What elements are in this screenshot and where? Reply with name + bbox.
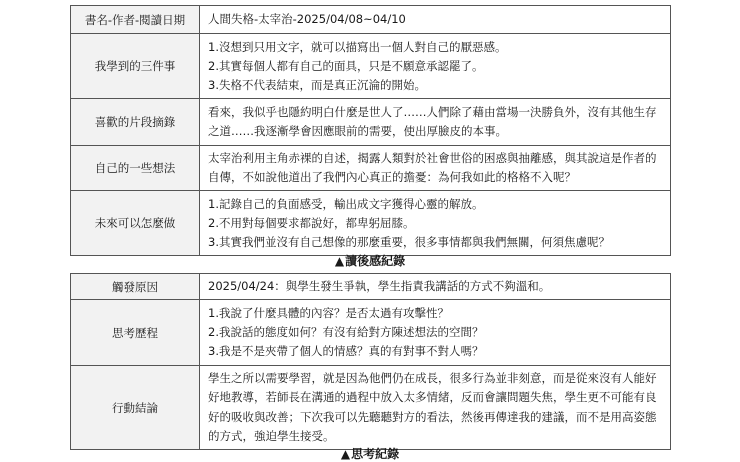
row-label: 喜歡的片段摘錄 <box>71 99 200 146</box>
content-line: 1.沒想到只用文字，就可以描寫出一個人對自己的厭惡感。 <box>208 39 507 54</box>
row-label: 思考歷程 <box>71 300 200 366</box>
thinking-record-caption <box>0 445 740 462</box>
content-line: 1.我說了什麼具體的內容？是否太過有攻擊性？ <box>208 306 449 320</box>
table-row <box>71 6 671 34</box>
reading-record-table <box>70 5 671 256</box>
row-label: 我學到的三件事 <box>71 34 200 99</box>
content-line: 2.其實每個人都有自己的面具，只是不願意承認罷了。 <box>208 58 484 73</box>
row-content <box>200 366 671 450</box>
table-row <box>71 274 671 300</box>
table-row <box>71 191 671 256</box>
content-line: 人間失格-太宰治-2025/04/08~04/10 <box>208 12 406 26</box>
table-row <box>71 34 671 99</box>
content-line: 3.失格不代表結束，而是真正沉淪的開始。 <box>208 77 426 92</box>
row-content <box>200 300 671 366</box>
row-content <box>200 191 671 256</box>
content-line: 1.記錄自己的負面感受，輸出成文字獲得心靈的解放。 <box>208 196 484 211</box>
content-paragraph: 太宰治利用主角赤裸的自述，揭露人類對於社會世俗的困惑與抽離感，與其說這是作者的自傳，不如說他道出了我們內心真正的擔憂：為何我如此的格格不入呢？ <box>208 150 657 184</box>
content-paragraph: 學生之所以需要學習，就是因為他們仍在成長，很多行為並非刻意，而是從來沒有人能好好地教導，若師長在溝通的過程中放入太多情緒，反而會讓問題失焦，學生更不可能有良好的吸收與改善；下次我可以先聽聽對方的看法，然後再傳達我的建議，而不是用高姿態的方式，強迫學生接受。 <box>208 370 657 443</box>
row-content <box>200 146 671 191</box>
row-label: 行動結論 <box>71 366 200 450</box>
content-line: 2.我說話的態度如何？有沒有給對方陳述想法的空間？ <box>208 325 484 339</box>
table-row <box>71 366 671 450</box>
row-content <box>200 34 671 99</box>
content-line: 2.不用對每個要求都說好，都卑躬屈膝。 <box>208 215 415 230</box>
content-paragraph: 看來，我似乎也隱約明白什麼是世人了……人們除了藉由當場一決勝負外，沒有其他生存之道……我逐漸學會因應眼前的需要，使出厚臉皮的本事。 <box>208 104 657 138</box>
content-line: 2025/04/24：與學生發生爭執，學生指責我講話的方式不夠溫和。 <box>208 279 551 293</box>
caption-text: 思考紀錄 <box>351 447 400 461</box>
table-row <box>71 300 671 366</box>
thinking-record-table <box>70 273 671 450</box>
content-line: 3.我是不是夾帶了個人的情感？真的有對事不對人嗎？ <box>208 344 484 358</box>
row-label: 書名-作者-閱讀日期 <box>71 6 200 34</box>
row-content <box>200 6 671 34</box>
row-label: 未來可以怎麼做 <box>71 191 200 256</box>
reading-record-caption <box>0 252 740 269</box>
triangle-up-icon: ▲ <box>334 254 345 268</box>
caption-text: 讀後感紀錄 <box>345 254 406 268</box>
row-content <box>200 274 671 300</box>
table-row <box>71 99 671 146</box>
row-label: 自己的一些想法 <box>71 146 200 191</box>
row-content <box>200 99 671 146</box>
table-row <box>71 146 671 191</box>
content-line: 3.其實我們並沒有自己想像的那麼重要，很多事情都與我們無關，何須焦慮呢？ <box>208 234 610 249</box>
row-label: 觸發原因 <box>71 274 200 300</box>
triangle-up-icon: ▲ <box>340 447 351 461</box>
